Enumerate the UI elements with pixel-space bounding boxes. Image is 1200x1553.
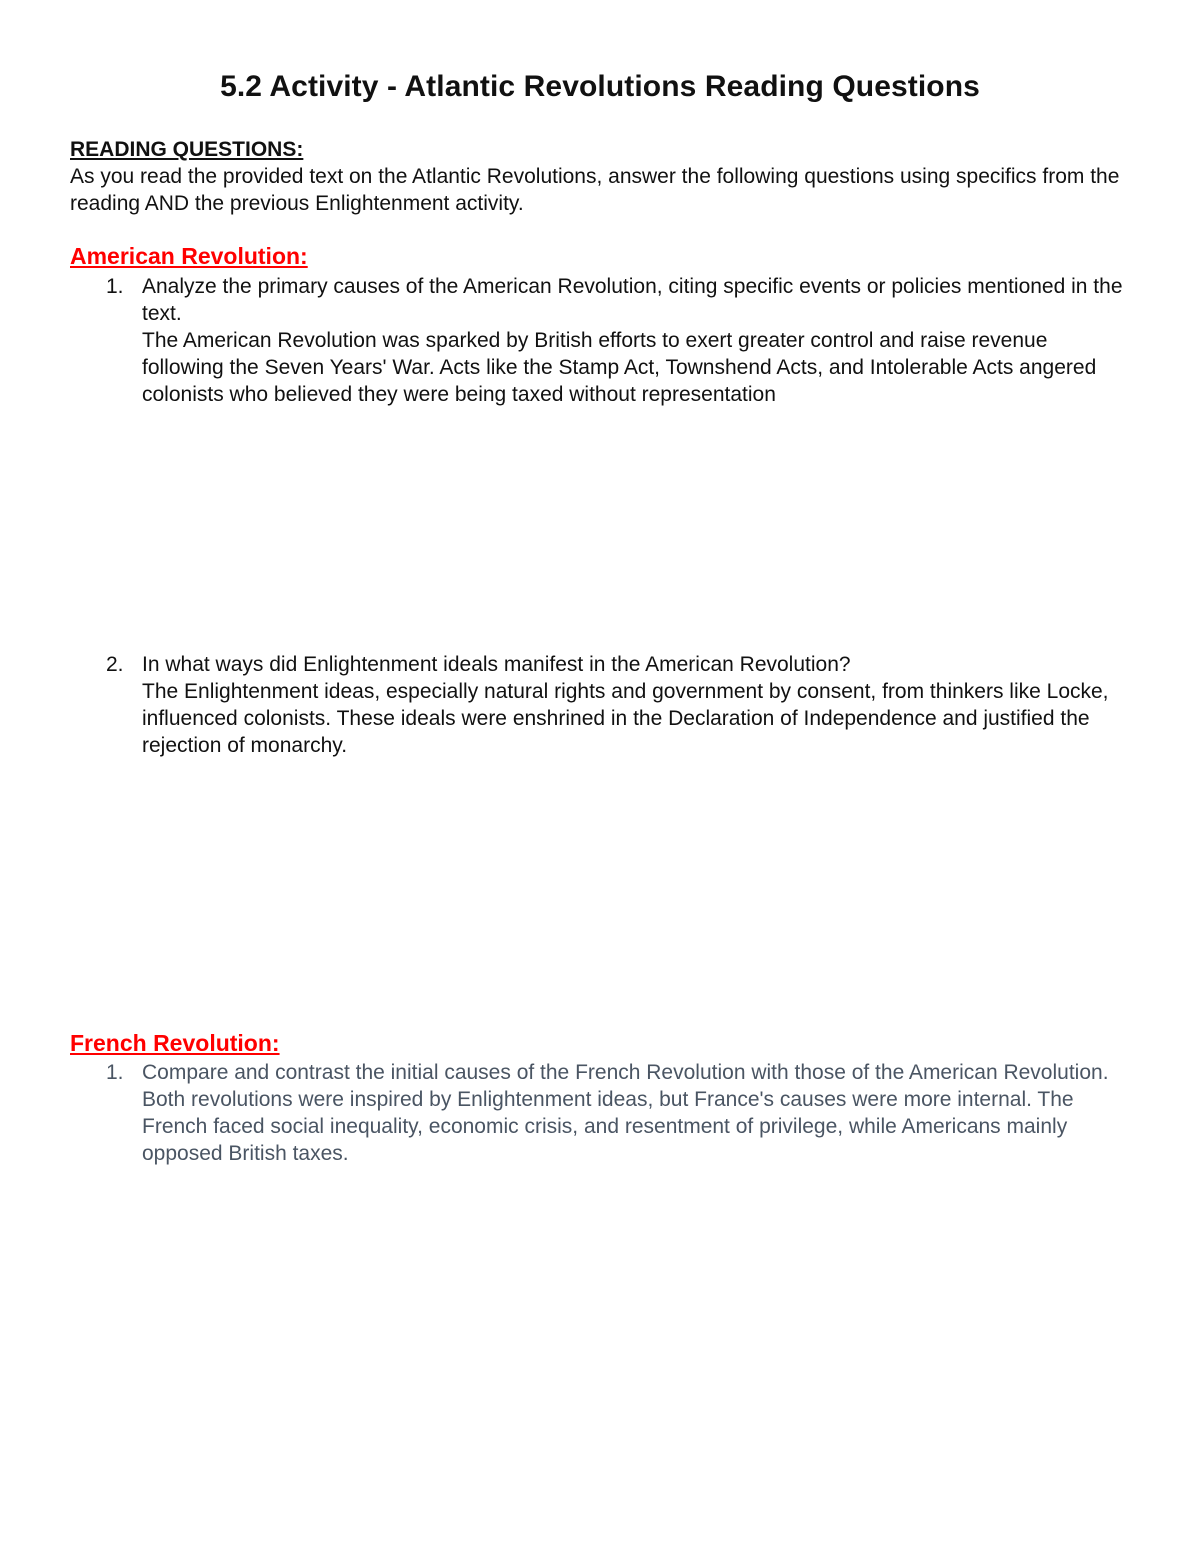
question-text: Compare and contrast the initial causes of the French Revolution with those of the American Revolution. xyxy=(142,1061,1109,1084)
french-question-1 xyxy=(106,1059,1126,1167)
answer-text: The Enlightenment ideas, especially natural rights and government by consent, from thinkers like Locke, influenced colonists. These ideals were enshrined in the Declaration of Independence and justified the rejection of monarchy. xyxy=(142,680,1109,757)
american-revolution-heading: American Revolution: xyxy=(70,243,308,269)
page-title: 5.2 Activity - Atlantic Revolutions Reading Questions xyxy=(220,70,980,103)
intro-text: As you read the provided text on the Atlantic Revolutions, answer the following questions using specifics from the reading AND the previous Enlightenment activity. xyxy=(70,165,1120,215)
question-text: Analyze the primary causes of the American Revolution, citing specific events or policies mentioned in the text. xyxy=(142,275,1123,325)
intro-block xyxy=(70,136,1150,217)
question-number: 1. xyxy=(106,1061,124,1084)
question-number: 2. xyxy=(106,653,124,676)
reading-questions-label: READING QUESTIONS: xyxy=(70,138,304,161)
american-question-2 xyxy=(106,651,1126,759)
answer-text: The American Revolution was sparked by British efforts to exert greater control and raise revenue following the Seven Years' War. Acts like the Stamp Act, Townshend Acts, and Intolerable Acts angered colonists who believed they were being taxed without representation xyxy=(142,329,1097,406)
american-question-1 xyxy=(106,273,1126,408)
question-number: 1. xyxy=(106,275,124,298)
french-revolution-heading: French Revolution: xyxy=(70,1030,280,1056)
answer-text: Both revolutions were inspired by Enlightenment ideas, but France's causes were more internal. The French faced social inequality, economic crisis, and resentment of privilege, while Americans mainly opposed British taxes. xyxy=(142,1088,1074,1165)
question-text: In what ways did Enlightenment ideals manifest in the American Revolution? xyxy=(142,653,851,676)
